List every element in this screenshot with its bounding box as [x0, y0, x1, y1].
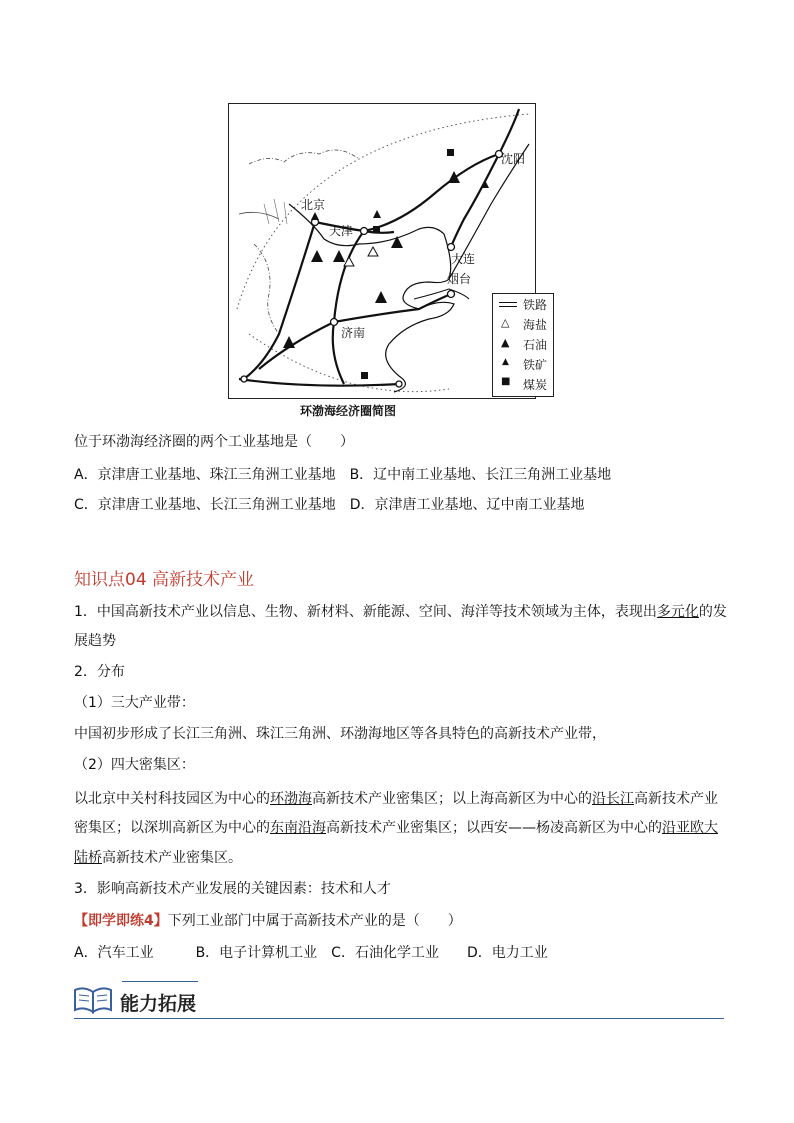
city-label-tianjin: 天津	[329, 224, 354, 238]
railway	[244, 222, 315, 379]
coal-legend-icon: ■	[501, 376, 511, 387]
legend-label: 海盐	[523, 318, 548, 332]
circle-boundary	[237, 114, 529, 309]
legend-label: 铁路	[523, 298, 548, 312]
legend-label: 煤炭	[523, 378, 548, 392]
paragraph: 2．分布	[74, 664, 125, 680]
legend-label: 石油	[523, 338, 548, 352]
question-options: C．京津唐工业基地、长江三角洲工业基地 D．京津唐工业基地、辽中南工业基地	[74, 497, 585, 513]
banner-title: 能力拓展	[120, 993, 197, 1015]
paragraph: 1．中国高新技术产业以信息、生物、新材料、新能源、空间、海洋等技术领域为主体，表现出多元化的发	[74, 604, 727, 620]
paragraph: 以北京中关村科技园区为中心的环渤海高新技术产业密集区；以上海高新区为中心的沿长江高新技术产业	[74, 791, 718, 807]
map-caption: 环渤海经济圈简图	[300, 404, 397, 418]
coal-symbol	[447, 149, 454, 156]
oil-symbol	[283, 336, 295, 348]
question-options: A．京津唐工业基地、珠江三角洲工业基地 B．辽中南工业基地、长江三角洲工业基地	[74, 467, 612, 483]
paragraph: （1）三大产业带：	[74, 695, 195, 711]
salt-symbol	[368, 247, 378, 256]
railway	[239, 379, 399, 386]
paragraph: （2）四大密集区：	[74, 757, 195, 773]
city-marker	[448, 291, 455, 298]
practice-question: 【即学即练4】下列工业部门中属于高新技术产业的是（ ）	[74, 913, 462, 929]
city-label-jinan: 济南	[341, 326, 366, 340]
oil-symbol	[448, 171, 460, 183]
railway	[315, 109, 519, 231]
iron-symbol	[373, 210, 381, 218]
city-marker	[361, 228, 368, 235]
paragraph: 中国初步形成了长江三角洲、珠江三角洲、环渤海地区等各具特色的高新技术产业带，	[74, 726, 606, 742]
city-marker	[331, 319, 338, 326]
bohai-map	[229, 104, 535, 398]
section-heading: 知识点04 高新技术产业	[74, 570, 255, 590]
oil-symbol	[311, 250, 323, 262]
paragraph: 密集区；以深圳高新区为中心的东南沿海高新技术产业密集区；以西安——杨凌高新区为中心的沿亚欧大	[74, 820, 718, 836]
city-label-shenyang: 沈阳	[501, 152, 526, 166]
oil-symbol	[375, 291, 387, 303]
city-label-beijing: 北京	[301, 198, 326, 212]
practice-options: A．汽车工业 B．电子计算机工业 C．石油化学工业 D．电力工业	[74, 945, 548, 961]
banner-top-rule	[122, 981, 198, 982]
salt-symbol	[344, 257, 354, 266]
iron-legend-icon: ▲	[502, 357, 509, 367]
salt-legend-icon: △	[501, 316, 510, 329]
city-label-yantai: 烟台	[447, 272, 472, 286]
oil-legend-icon: ▲	[501, 336, 510, 349]
iron-symbol	[481, 180, 489, 188]
paragraph: 陆桥高新技术产业密集区。	[74, 850, 242, 866]
city-label-dalian: 大连	[451, 252, 476, 266]
iron-symbol	[311, 212, 319, 220]
book-icon	[72, 984, 114, 1016]
practice-tag: 【即学即练4】	[74, 913, 168, 929]
legend-label: 铁矿	[523, 358, 548, 372]
railway-legend-icon	[499, 302, 517, 307]
oil-symbol	[391, 236, 403, 248]
banner-rule	[74, 1018, 724, 1019]
map-legend	[492, 293, 554, 397]
paragraph: 展趋势	[74, 633, 116, 649]
coal-symbol	[373, 226, 380, 233]
question-stem: 位于环渤海经济圈的两个工业基地是（ ）	[74, 434, 354, 450]
paragraph: 3．影响高新技术产业发展的关键因素：技术和人才	[74, 881, 391, 897]
oil-symbol	[333, 250, 345, 262]
coal-symbol	[361, 372, 368, 379]
map-figure	[228, 103, 536, 399]
